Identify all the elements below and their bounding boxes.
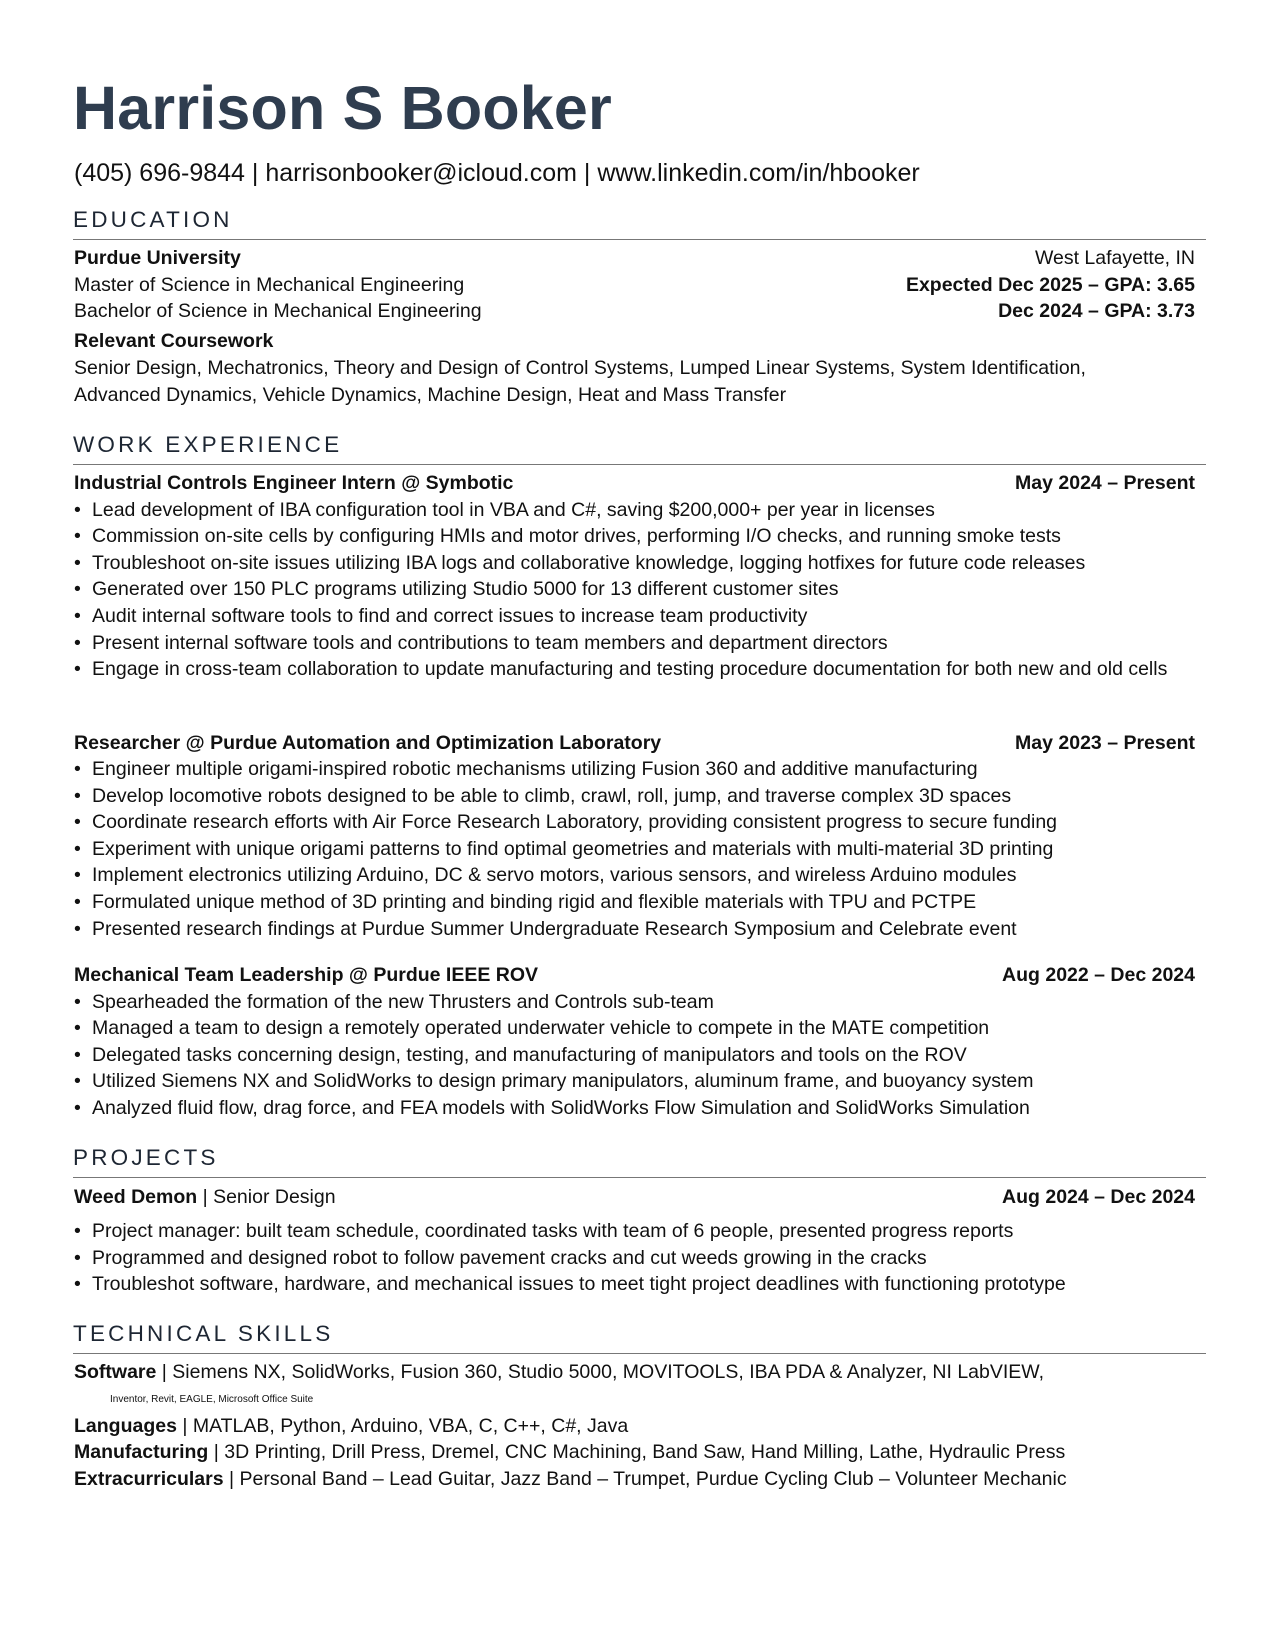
bullet-item: • Engineer multiple origami-inspired robotic mechanisms utilizing Fusion 360 and additive manufacturing xyxy=(74,758,978,780)
job-date: Aug 2022 – Dec 2024 xyxy=(1002,964,1195,986)
education-section-header xyxy=(73,209,1206,240)
job-title: Industrial Controls Engineer Intern @ Symbotic xyxy=(74,472,514,494)
bullet-item: • Coordinate research efforts with Air Force Research Laboratory, providing consistent progress to secure funding xyxy=(74,811,1058,833)
bullet-item: • Project manager: built team schedule, coordinated tasks with team of 6 people, presented progress reports xyxy=(74,1220,1014,1242)
job-title: Researcher @ Purdue Automation and Optimization Laboratory xyxy=(74,732,662,754)
skills-separator: | xyxy=(176,1415,193,1437)
skills-separator: | xyxy=(156,1361,173,1383)
project-date: Aug 2024 – Dec 2024 xyxy=(1002,1186,1195,1208)
bullet-item: • Troubleshot software, hardware, and mechanical issues to meet tight project deadlines with functioning prototype xyxy=(74,1273,1066,1295)
degree-masters-date: Expected Dec 2025 – GPA: 3.65 xyxy=(905,274,1195,296)
bullet-item: • Managed a team to design a remotely operated underwater vehicle to compete in the MATE competition xyxy=(74,1017,990,1039)
candidate-name: Harrison S Booker xyxy=(73,74,612,142)
skills-software-value-2: Inventor, Revit, EAGLE, Microsoft Office Suite xyxy=(110,1394,314,1405)
coursework-line-2: Advanced Dynamics, Vehicle Dynamics, Machine Design, Heat and Mass Transfer xyxy=(74,384,787,406)
skills-manufacturing-value: 3D Printing, Drill Press, Dremel, CNC Machining, Band Saw, Hand Milling, Lathe, Hydraulic Press xyxy=(224,1441,1066,1463)
bullet-item: • Audit internal software tools to find and correct issues to increase team productivity xyxy=(74,605,808,627)
bullet-item: • Formulated unique method of 3D printing and binding rigid and flexible materials with TPU and PCTPE xyxy=(74,891,977,913)
projects-section-header xyxy=(73,1147,1206,1178)
skills-software xyxy=(74,1359,1204,1386)
job-date: May 2023 – Present xyxy=(1015,732,1195,754)
skills-languages-value: MATLAB, Python, Arduino, VBA, C, C++, C#, Java xyxy=(192,1415,629,1437)
work-section-header xyxy=(73,434,1206,465)
skills-extracurriculars xyxy=(74,1466,1204,1493)
degree-bachelors-date: Dec 2024 – GPA: 3.73 xyxy=(998,300,1195,322)
job-title: Mechanical Team Leadership @ Purdue IEEE ROV xyxy=(74,964,539,986)
project-separator: | xyxy=(197,1186,214,1208)
job-date: May 2024 – Present xyxy=(1015,472,1195,494)
project-subtitle: Senior Design xyxy=(213,1186,336,1208)
bullet-item: • Delegated tasks concerning design, testing, and manufacturing of manipulators and tools on the ROV xyxy=(74,1044,967,1066)
skills-section-header xyxy=(73,1323,1206,1354)
coursework-line-1: Senior Design, Mechatronics, Theory and Design of Control Systems, Lumped Linear Systems, System Identification, xyxy=(74,357,1086,379)
projects-title: PROJECTS xyxy=(73,1147,1206,1178)
bullet-item: • Implement electronics utilizing Arduino, DC & servo motors, various sensors, and wireless Arduino modules xyxy=(74,864,1017,886)
bullet-item: • Lead development of IBA configuration tool in VBA and C#, saving $200,000+ per year in licenses xyxy=(74,499,935,521)
skills-manufacturing-label: Manufacturing xyxy=(74,1441,209,1463)
work-title: WORK EXPERIENCE xyxy=(73,434,1206,465)
bullet-item: • Presented research findings at Purdue Summer Undergraduate Research Symposium and Celebrate event xyxy=(74,918,1017,940)
skills-languages xyxy=(74,1413,1204,1440)
education-title: EDUCATION xyxy=(73,209,1206,240)
bullet-item: • Present internal software tools and contributions to team members and department directors xyxy=(74,632,888,654)
bullet-item: • Analyzed fluid flow, drag force, and FEA models with SolidWorks Flow Simulation and SolidWorks Simulation xyxy=(74,1097,1030,1119)
project-name: Weed Demon xyxy=(74,1186,198,1208)
degree-masters: Master of Science in Mechanical Engineering xyxy=(74,274,465,296)
skills-separator: | xyxy=(208,1441,225,1463)
bullet-item: • Programmed and designed robot to follow pavement cracks and cut weeds growing in the cracks xyxy=(74,1247,927,1269)
skills-languages-label: Languages xyxy=(74,1415,177,1437)
skills-title: TECHNICAL SKILLS xyxy=(73,1323,1206,1354)
skills-software-value-1: Siemens NX, SolidWorks, Fusion 360, Studio 5000, MOVITOOLS, IBA PDA & Analyzer, NI LabVIEW, xyxy=(172,1361,1045,1383)
degree-bachelors: Bachelor of Science in Mechanical Engineering xyxy=(74,300,482,322)
school-location: West Lafayette, IN xyxy=(1034,247,1195,269)
school-name: Purdue University xyxy=(74,247,241,269)
skills-extracurriculars-label: Extracurriculars xyxy=(74,1468,224,1490)
skills-manufacturing xyxy=(74,1439,1204,1466)
bullet-item: • Spearheaded the formation of the new Thrusters and Controls sub-team xyxy=(74,991,714,1013)
bullet-item: • Generated over 150 PLC programs utilizing Studio 5000 for 13 different customer sites xyxy=(74,578,839,600)
bullet-item: • Experiment with unique origami patterns to find optimal geometries and materials with multi-material 3D printing xyxy=(74,838,1054,860)
skills-extracurriculars-value: Personal Band – Lead Guitar, Jazz Band – Trumpet, Purdue Cycling Club – Volunteer Mechanic xyxy=(239,1468,1067,1490)
contact-line: (405) 696-9844 | harrisonbooker@icloud.com | www.linkedin.com/in/hbooker xyxy=(74,159,920,187)
bullet-item: • Engage in cross-team collaboration to update manufacturing and testing procedure documentation for both new and old cells xyxy=(74,658,1168,680)
bullet-item: • Develop locomotive robots designed to be able to climb, crawl, roll, jump, and traverse complex 3D spaces xyxy=(74,785,1012,807)
bullet-item: • Troubleshoot on-site issues utilizing IBA logs and collaborative knowledge, logging hotfixes for future code releases xyxy=(74,552,1086,574)
bullet-item: • Utilized Siemens NX and SolidWorks to design primary manipulators, aluminum frame, and buoyancy system xyxy=(74,1070,1034,1092)
bullet-item: • Commission on-site cells by configuring HMIs and motor drives, performing I/O checks, and running smoke tests xyxy=(74,525,1061,547)
skills-software-label: Software xyxy=(74,1361,157,1383)
skills-separator: | xyxy=(223,1468,240,1490)
coursework-label: Relevant Coursework xyxy=(74,330,274,352)
